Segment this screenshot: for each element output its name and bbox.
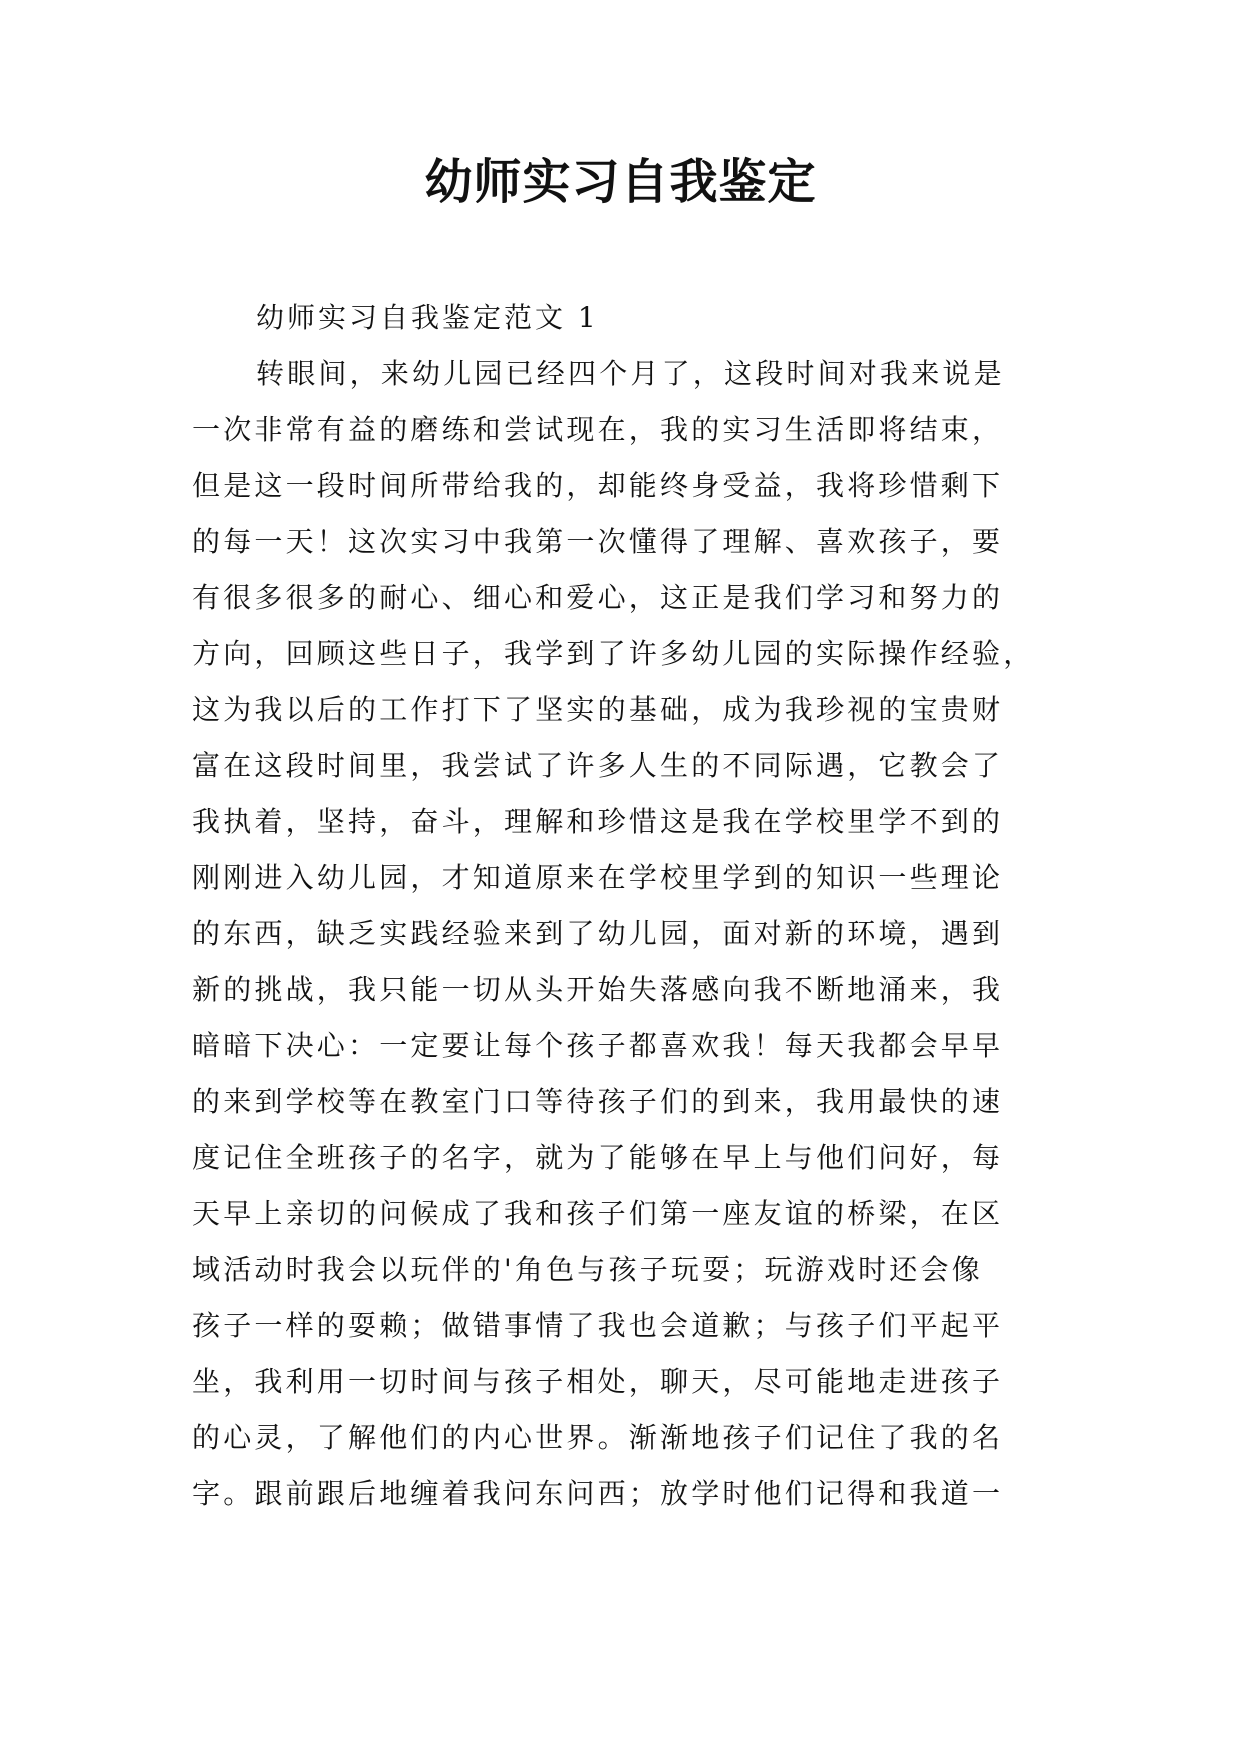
paragraph-line: 新的挑战，我只能一切从头开始失落感向我不断地涌来，我 — [192, 973, 1004, 1006]
paragraph-line: 刚刚进入幼儿园，才知道原来在学校里学到的知识一些理论 — [192, 861, 1004, 894]
paragraph-line: 的来到学校等在教室门口等待孩子们的到来，我用最快的速 — [192, 1085, 1004, 1118]
paragraph-line: 域活动时我会以玩伴的'角色与孩子玩耍；玩游戏时还会像 — [192, 1253, 983, 1286]
paragraph-line: 字。跟前跟后地缠着我问东问西；放学时他们记得和我道一 — [192, 1477, 1004, 1510]
document-title: 幼师实习自我鉴定 — [424, 154, 817, 210]
paragraph-line: 暗暗下决心：一定要让每个孩子都喜欢我！每天我都会早早 — [192, 1029, 1004, 1062]
paragraph-line: 孩子一样的耍赖；做错事情了我也会道歉；与孩子们平起平 — [192, 1309, 1004, 1342]
paragraph-line: 我执着，坚持，奋斗，理解和珍惜这是我在学校里学不到的 — [192, 805, 1004, 838]
paragraph-line: 的心灵，了解他们的内心世界。渐渐地孩子们记住了我的名 — [192, 1421, 1004, 1454]
document-body — [192, 290, 1052, 1522]
paragraph-line: 度记住全班孩子的名字，就为了能够在早上与他们问好，每 — [192, 1141, 1004, 1174]
paragraph-line: 这为我以后的工作打下了坚实的基础，成为我珍视的宝贵财 — [192, 693, 1004, 726]
paragraph-line: 有很多很多的耐心、细心和爱心，这正是我们学习和努力的 — [192, 581, 1004, 614]
paragraph-line: 方向，回顾这些日子，我学到了许多幼儿园的实际操作经验， — [192, 637, 1035, 670]
paragraph-line: 的每一天！这次实习中我第一次懂得了理解、喜欢孩子，要 — [192, 525, 1004, 558]
paragraph-line: 坐，我利用一切时间与孩子相处，聊天，尽可能地走进孩子 — [192, 1365, 1004, 1398]
paragraph-line: 富在这段时间里，我尝试了许多人生的不同际遇，它教会了 — [192, 749, 1004, 782]
paragraph-line: 的东西，缺乏实践经验来到了幼儿园，面对新的环境，遇到 — [192, 917, 1004, 950]
paragraph-line: 转眼间，来幼儿园已经四个月了，这段时间对我来说是 — [256, 357, 1005, 390]
paragraph-line: 天早上亲切的问候成了我和孩子们第一座友谊的桥梁，在区 — [192, 1197, 1004, 1230]
paragraph-line: 但是这一段时间所带给我的，却能终身受益，我将珍惜剩下 — [192, 469, 1004, 502]
section-subtitle: 幼师实习自我鉴定范文 1 — [256, 301, 599, 334]
paragraph-line: 一次非常有益的磨练和尝试现在，我的实习生活即将结束， — [192, 413, 1004, 446]
